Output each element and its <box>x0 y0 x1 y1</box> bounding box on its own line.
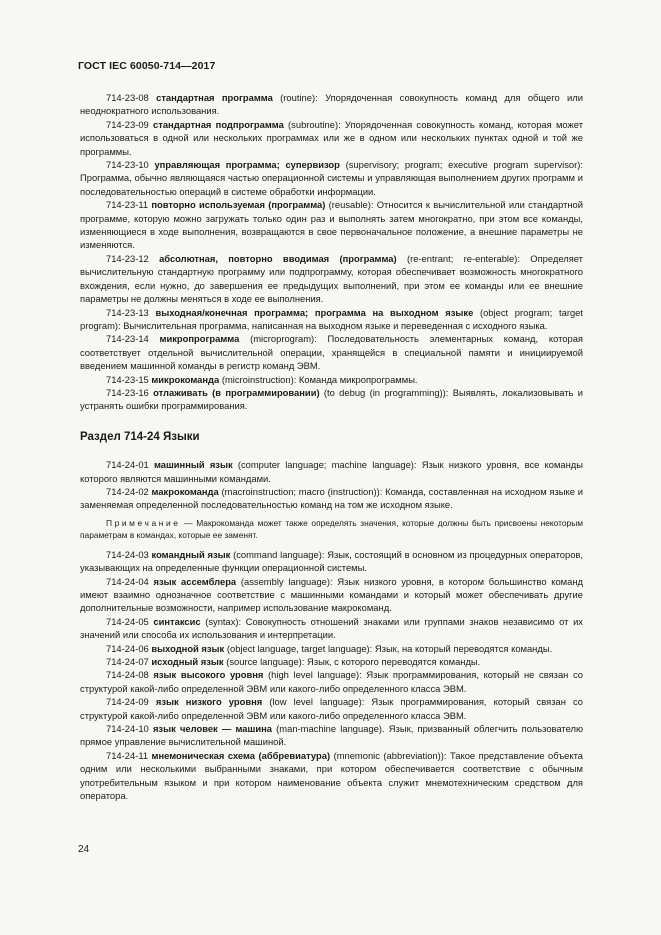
term-number: 714-24-10 <box>106 723 149 735</box>
term-name: язык низкого уровня <box>155 696 263 708</box>
term-entry <box>80 575 583 615</box>
term-entry <box>80 332 583 372</box>
term-number: 714-24-06 <box>106 642 149 654</box>
term-entry <box>80 198 583 252</box>
term-name: стандартная программа <box>156 92 273 103</box>
term-definition: (syntax): Совокупность отношений знаками или группами знаков независимо от их значений или способа их использования и интерпретации. <box>80 615 583 641</box>
term-definition: (object language, target language): Язык, на который переводятся команды. <box>224 642 553 654</box>
term-number: 714-24-07 <box>106 656 149 668</box>
term-entry <box>80 722 583 749</box>
term-number: 714-24-02 <box>106 485 149 497</box>
term-name: абсолютная, повторно вводимая (программа) <box>159 252 397 264</box>
term-entry <box>80 306 583 333</box>
term-entry <box>80 373 583 386</box>
term-number: 714-23-11 <box>106 199 149 211</box>
term-number: 714-23-13 <box>106 306 149 318</box>
term-number: 714-24-11 <box>106 749 149 761</box>
term-definition: (low level language): Язык программирования, который связан со структурой какой-либо определенной ЭВМ или какого-либо определенного класса ЭВМ. <box>80 696 583 721</box>
term-entry <box>80 548 583 575</box>
term-definition: (macroinstruction; macro (instruction)): Команда, составленная на исходном языке и заменяемая определенной последовательностью команд на том же исходном языке. <box>80 485 583 511</box>
term-definition: (to debug (in programming)): Выявлять, локализовывать и устранять ошибки программирования. <box>80 386 583 412</box>
term-list-24-part2 <box>80 548 583 803</box>
term-entry <box>80 668 583 695</box>
term-entry <box>80 485 583 512</box>
term-entry <box>80 458 583 485</box>
term-entry <box>80 252 583 306</box>
document-body <box>80 91 583 803</box>
term-entry <box>80 91 583 118</box>
note-label: Примечание <box>106 517 181 528</box>
document-header: ГОСТ IEC 60050-714—2017 <box>78 60 216 72</box>
term-definition: (command language): Язык, состоящий в основном из процедурных операторов, указывающих на определенные функции операционной системы. <box>80 548 583 574</box>
term-name: выходная/конечная программа; программа на выходном языке <box>155 306 474 318</box>
term-name: командный язык <box>151 548 231 560</box>
term-definition: (microprogram): Последовательность элементарных команд, которая соответствует отдельной вычислительной операции, хранящейся в специальной памяти и инициируемой введением машинной команды в регистр команд ЭВМ. <box>80 333 583 372</box>
term-definition: (reusable): Относится к вычислительной или стандартной программе, которую можно загружать только один раз и выполнять затем многократно, при этом все команды, изменяющиеся в ходе выполнения, возвращаются в свое первоначальное положение, а внешние параметры не изменяются. <box>80 199 583 251</box>
term-name: стандартная подпрограмма <box>153 118 284 130</box>
term-number: 714-23-12 <box>106 252 149 264</box>
term-name: язык ассемблера <box>153 575 237 587</box>
page-number: 24 <box>78 844 90 855</box>
term-definition: (assembly language): Язык низкого уровня, в котором большинство команд имеют взаимно однозначное соответствие с машинными командами и который может обеспечивать другие дополнительные возможности, например использование макрокоманд. <box>80 575 583 614</box>
term-name: мнемоническая схема (аббревиатура) <box>151 749 331 761</box>
term-definition: (computer language; machine language): Язык низкого уровня, все команды которого являются машинными командами. <box>80 459 583 484</box>
term-name: синтаксис <box>153 615 201 627</box>
term-name: выходной язык <box>151 642 225 654</box>
term-name: язык человек — машина <box>152 723 272 735</box>
term-name: управляющая программа; супервизор <box>154 159 340 171</box>
term-name: исходный язык <box>151 656 224 668</box>
term-name: микрокоманда <box>151 373 220 385</box>
term-entry <box>80 118 583 158</box>
term-number: 714-23-09 <box>106 118 149 130</box>
term-entry <box>80 695 583 722</box>
term-definition: (supervisory; program; executive program supervisor): Программа, обычно являющаяся частью операционной системы и управляющая выполнением других программ и последовательностью операций в системе обработки информации. <box>80 159 583 197</box>
term-name: микропрограмма <box>159 333 240 345</box>
term-number: 714-24-01 <box>106 459 149 471</box>
term-number: 714-24-08 <box>106 669 149 681</box>
term-definition: (source language): Язык, с которого переводятся команды. <box>223 656 481 668</box>
term-definition: (high level language): Язык программирования, который не связан со структурой какой-либо определенной ЭВМ или какого-либо определенного класса ЭВМ. <box>80 669 583 694</box>
term-number: 714-24-03 <box>106 548 149 560</box>
term-number: 714-23-08 <box>106 92 149 103</box>
term-name: отлаживать (в программировании) <box>153 386 320 398</box>
term-entry <box>80 615 583 642</box>
term-number: 714-24-09 <box>106 696 149 708</box>
term-entry <box>80 655 583 668</box>
term-entry <box>80 158 583 198</box>
term-number: 714-23-10 <box>106 159 149 171</box>
term-number: 714-23-16 <box>106 386 149 398</box>
term-number: 714-23-15 <box>106 373 149 385</box>
term-entry <box>80 386 583 413</box>
term-list-24-part1 <box>80 458 583 512</box>
term-entry <box>80 642 583 655</box>
term-definition: (microinstruction): Команда микропрограммы. <box>219 373 418 385</box>
term-definition: (routine): Упорядоченная совокупность команд для общего или неоднократного использования. <box>80 92 583 117</box>
term-number: 714-24-04 <box>106 575 149 587</box>
term-number: 714-23-14 <box>106 333 149 345</box>
note <box>80 517 583 541</box>
term-list-23 <box>80 91 583 413</box>
term-definition: (re-entrant; re-enterable): Определяет вычислительную стандартную программу или подпрограмму, которая обеспечивает возможность многократного вхождения, если нужно, до завершения ее предыдущих выполнений, при этом ее команды или ее внешние параметры не должны меняться в ходе ее выполнения. <box>80 252 583 305</box>
term-definition: (subroutine): Упорядоченная совокупность команд, которая может использоваться в одной или нескольких программах или же в одном или нескольких пунктах одной и той же программы. <box>80 118 583 157</box>
term-definition: (object program; target program): Вычислительная программа, написанная на выходном языке и переведенная с исходного языка. <box>80 306 583 331</box>
term-number: 714-24-05 <box>106 615 149 627</box>
term-name: машинный язык <box>153 459 233 471</box>
term-definition: (mnemonic (abbreviation)): Такое представление объекта одним или несколькими выбранными знаками, при котором обеспечивается соответствие с обычным употребительным языком и при котором наименование объекта служит мнемотехническим средством для оператора. <box>80 749 584 802</box>
section-heading: Раздел 714-24 Языки <box>80 430 200 443</box>
term-name: повторно используемая (программа) <box>151 199 326 211</box>
note-text: — Макрокоманда может также определять значения, которые должны быть присвоены некоторым параметрам в командах, которые ее заменят. <box>80 517 583 540</box>
term-name: язык высокого уровня <box>153 669 264 681</box>
term-name: макрокоманда <box>151 485 219 497</box>
term-definition: (man-machine language). Язык, призванный облегчить пользователю прямое управление вычислительной машиной. <box>80 723 584 748</box>
term-entry <box>80 749 583 803</box>
